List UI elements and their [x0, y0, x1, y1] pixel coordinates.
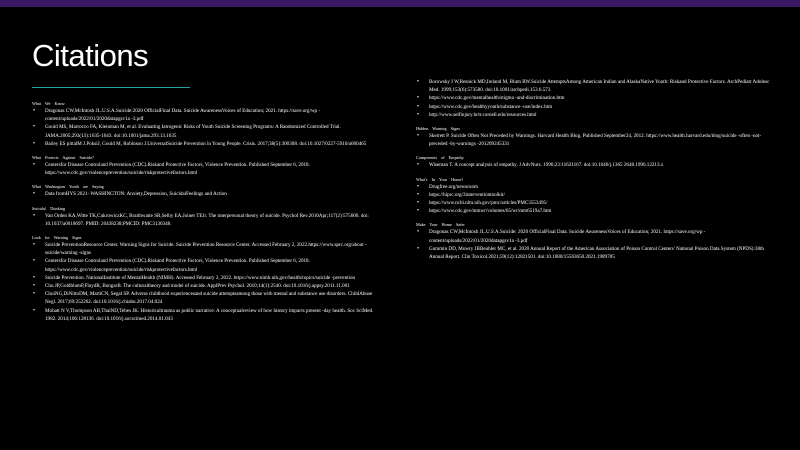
citation-item: • https://www.cdc.gov/mmwr/volumes/65/wr/mm6519a7.htm: [416, 207, 770, 215]
left-citations-column: [32, 100, 377, 329]
section-heading: Components of Empathy: [416, 155, 464, 161]
citation-list: [32, 212, 377, 228]
citation-list: [416, 161, 770, 169]
citation-item: • Skeirett P. Suicide Often Not Preceded by Warnings. Harvard Health Blog. Published September24, 2012. https://www.health.harvard.edu/blog/suicide -often -not-preceded -by-warnings -201209245331: [416, 132, 770, 148]
slide-title: Citations: [32, 38, 149, 73]
citation-item: • Dragonas CW,McIntosh JL.U.S.A.Suicide: 2020 OfficialFinal Data. Suicide AwarenessVoices of Education; 2021. https://save.org/wp -content/uploads/2022/01/2020datapgsv1a -3.pdf: [416, 228, 770, 244]
citation-item: • Dragonas CW,McIntosh JL.U.S.A.Suicide:2020 OfficialFinal Data. Suicide AwarenessVoices of Education; 2021. https://save.org/wp -content/uploads/2022/01/2020datapgsv1a -3.pdf: [32, 107, 377, 123]
citation-item: • Data fromHYS 2021- WASHINGTON: Anxiety,Depression, SuicidalFeelings and Action: [32, 190, 377, 198]
top-accent-bar: [0, 0, 800, 7]
citation-item: • Gould MS, Marrocco FA, Kleinman M, et al. Evaluating Iatrogenic Risks of Youth Suicide Screening Programs: A Randomized Controlled Trial. JAMA.2005;293(13):1635-1643. doi:10.1001/jama.293.13.1635: [32, 123, 377, 139]
section-heading: What's In Your Home?: [416, 176, 464, 182]
citation-item: • Mohatt N V,Thompson AB,ThaiND,Tebes JK. Historicaltrauma as public narrative: A conceptualreview of how history impacts present -day health. Soc SciMed. 1982. 2014;106:128136. doi:10.1016/j.socscimed.2014.01.043: [32, 307, 377, 323]
citation-item: • Borowsky I W,Resnick MD,Ireland M, Blum RW.Suicide AttemptsAmong American Indian and AlaskaNative Youth: Riskand Protective Factors. ArchPediatr Adolesc Med. 1999;153(6):573580. doi:10.1001/archpedi.153.6.573: [416, 78, 770, 94]
citation-item: • Suicide Prevention. NationalInstitute of MentalHealth (NIMH). Accessed February 2, 2022. https://www.nimh.nih.gov/health/topics/suicide -prevention: [32, 274, 377, 282]
citation-list: [32, 241, 377, 323]
citation-item: • Bailey ES pittalM J.PoksiJ, Gould M, Robinson J.UniversalSuicide Prevention in Young People. Crisis. 2017;38(5):300308. doi:10.1027/0227-5910/a000465: [32, 140, 377, 148]
right-citations-column: [416, 78, 770, 267]
section-heading: Make Your Home Safer: [416, 222, 465, 228]
section-heading: Hidden Warning Signs: [416, 126, 460, 132]
citation-item: • Suicide PreventionResource Center. Warning Signs for Suicide. Suicide Prevention Resource Center. Accessed February 2, 2022.https://www.sprc.org/about -suicide/warning -signs: [32, 241, 377, 257]
title-underline: [32, 87, 190, 88]
citation-item: • Drugfree.org/newsroom: [416, 183, 770, 191]
citation-item: • Wiseman T. A concept analysis of empathy. J AdvNurs. 1996;23:11621167. doi:10.1046/j.1365 2648.1996.12213.x: [416, 161, 770, 169]
citation-item: • https://hiprc.org/3interventiontoolkit/: [416, 191, 770, 199]
section-heading: What Washington Youth are Saying: [32, 184, 104, 190]
section-heading: Look for Warning Signs: [32, 235, 82, 241]
section-heading: What Protects Against Suicide?: [32, 155, 94, 161]
citation-item: • Centersfor Disease Controland Prevention (CDC).Riskand Protective Factors, Violence Prevention. Published September 6, 2018. https://www.cdc.gov/violenceprevention/suicide/riskprotectivefactors.html: [32, 161, 377, 177]
citation-list: [416, 183, 770, 216]
citation-item: • ChoiNG,DiNittoDM, MartiCN, Segal SP. Adverse childhood experiencesand suicide attemptsamong those with mental and substance use disorders. ChildAbuse Negl. 2017;69:252262. doi:10.1016/j.chiabu.2017.04.024: [32, 290, 377, 306]
citation-list: [32, 107, 377, 148]
citation-list: [416, 228, 770, 261]
citation-list: [416, 132, 770, 148]
citation-item: • https://www.cdc.gov/healthyyouth/substance -use/index.htm: [416, 103, 770, 111]
citation-list: [32, 161, 377, 177]
section-heading: What We Know: [32, 101, 65, 106]
section-heading: Suicidal Thinking: [32, 205, 66, 211]
citation-item: • https://www.ncbi.nlm.nih.gov/pmc/articles/PMC3553495/: [416, 199, 770, 207]
citation-item: • Centersfor Disease Controland Prevention (CDC).Riskand Protective Factors, Violence Prevention. Published September 6, 2018. https://www.cdc.gov/violenceprevention/suicide/riskprotectivefactors.html: [32, 257, 377, 273]
citation-list: [416, 78, 770, 119]
citation-item: • Chu JP,GoldblumP,FloydR, BongarB. The culturaltheory and model of suicide. ApplPrev Psychol. 2010;14(1):2540. doi:10.1016/j.appsy.2011.11.001: [32, 282, 377, 290]
citation-item: • https://www.cdc.gov/mentalhealth/stigma -and-discrimination.htm: [416, 94, 770, 102]
citation-item: • Gummin DD, Mowry JBBeuhler MC, et al. 2020 Annual Report of the American Association of Poison Control Centers' National Poison Data System (NPDS):38th Annual Report. Clin Toxicol.2021;59(12):12821501. doi:10.1080/15563650.2021.1989785: [416, 245, 770, 261]
citation-item: • Van Orden KA,Witte TK,CukrowiczKC, Braithwaite SR,Selby EA,Joiner TEJr. The interpersonal theory of suicide. Psychol Rev.2010Apr;117(2):575600. doi: 10.1037/a0018697. PMID: 20438238;PMCID: PMC3130348.: [32, 212, 377, 228]
citation-list: [32, 190, 377, 198]
citation-item: • http://www.selfinjury.bctr.cornell.edu/resources.html: [416, 111, 770, 119]
